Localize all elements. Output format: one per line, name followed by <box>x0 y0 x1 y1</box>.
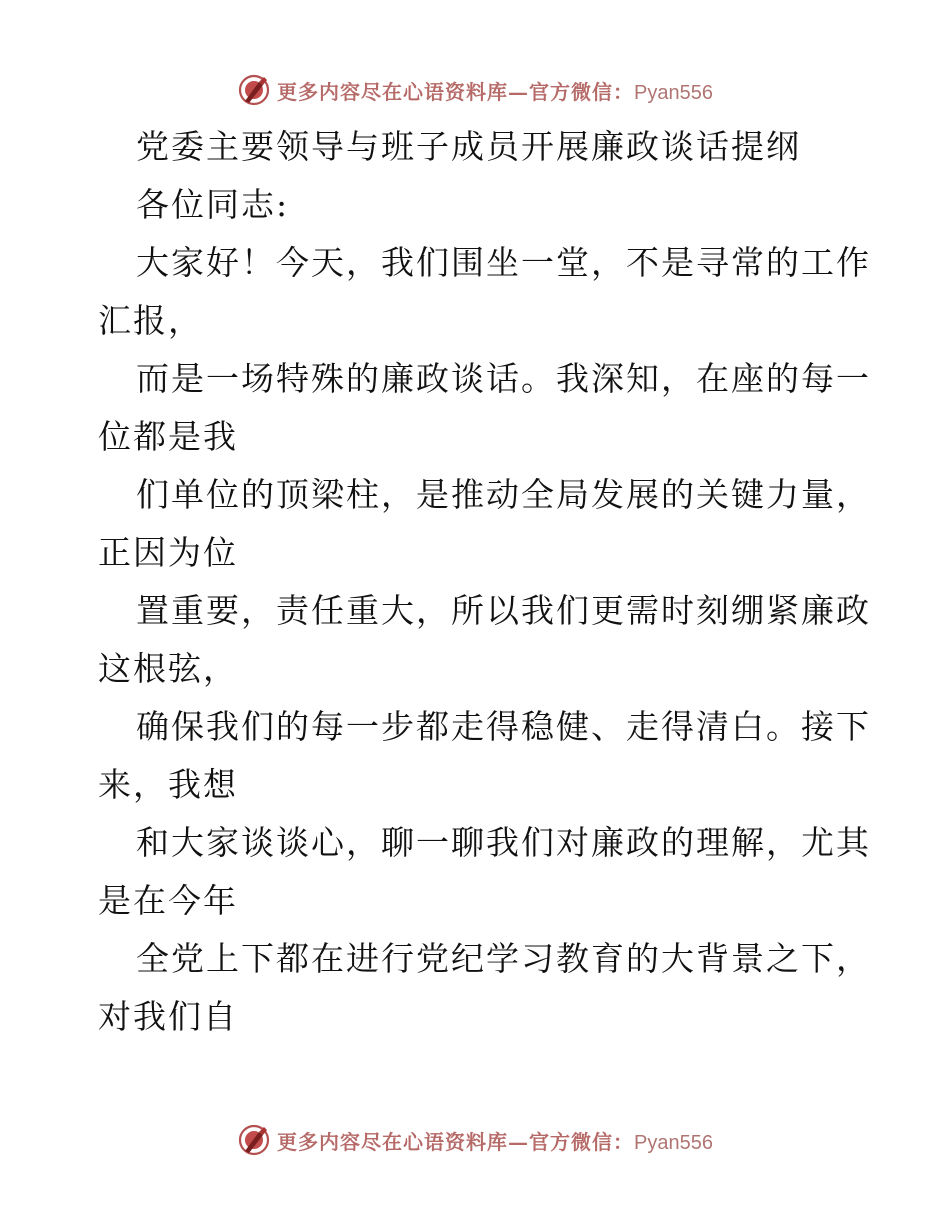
banner-text <box>277 1126 713 1155</box>
pen-in-circle-icon <box>237 1123 271 1157</box>
text-line: 全党上下都在进行党纪学习教育的大背景之下， <box>136 939 871 978</box>
banner-wechat-id: Pyan556 <box>634 1131 713 1154</box>
salutation: 各位同志: <box>136 185 290 224</box>
banner-text <box>277 76 713 105</box>
text-line: 大家好！今天，我们围坐一堂，不是寻常的工作 <box>136 243 871 282</box>
text-line: 这根弦， <box>98 649 238 688</box>
footer-banner <box>0 1120 950 1160</box>
banner-label: 更多内容尽在心语资料库—官方微信： <box>277 1129 635 1154</box>
text-line: 正因为位 <box>98 533 238 572</box>
pen-in-circle-icon <box>237 73 271 107</box>
banner-label: 更多内容尽在心语资料库—官方微信： <box>277 79 635 104</box>
text-line: 位都是我 <box>98 417 238 456</box>
text-line: 来，我想 <box>98 765 238 804</box>
text-line: 确保我们的每一步都走得稳健、走得清白。接下 <box>136 707 871 746</box>
text-line: 和大家谈谈心，聊一聊我们对廉政的理解，尤其 <box>136 823 871 862</box>
text-line: 置重要，责任重大，所以我们更需时刻绷紧廉政 <box>136 591 871 630</box>
text-line: 是在今年 <box>98 881 238 920</box>
text-line: 对我们自 <box>98 997 238 1036</box>
header-banner <box>0 70 950 110</box>
text-line: 汇报， <box>98 301 203 340</box>
text-line: 而是一场特殊的廉政谈话。我深知，在座的每一 <box>136 359 871 398</box>
banner-wechat-id: Pyan556 <box>634 81 713 104</box>
text-line: 们单位的顶梁柱，是推动全局发展的关键力量， <box>136 475 871 514</box>
document-title: 党委主要领导与班子成员开展廉政谈话提纲 <box>136 127 801 166</box>
document-body <box>98 118 871 1046</box>
